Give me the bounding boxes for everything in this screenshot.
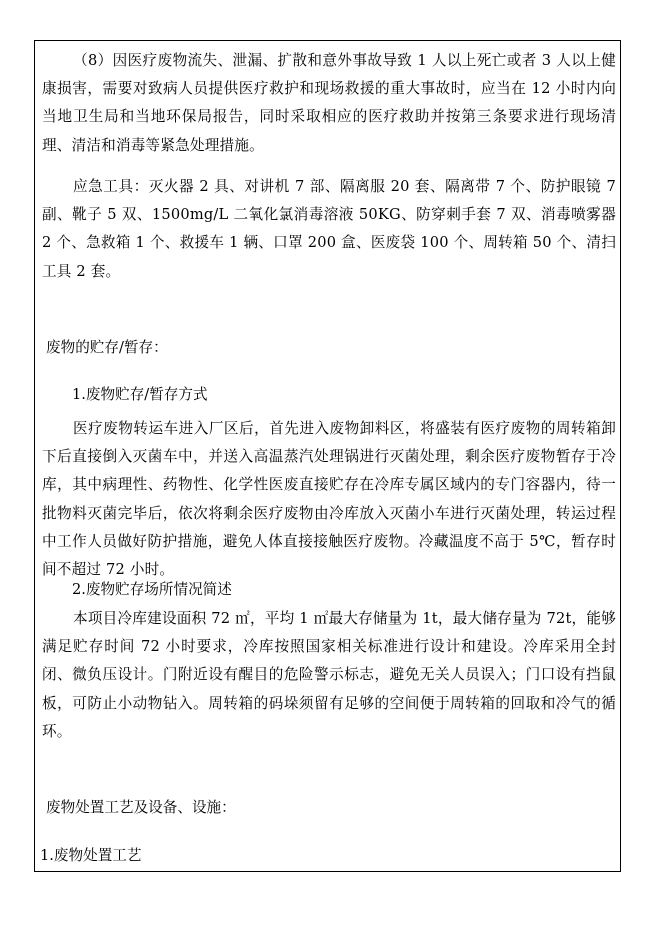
heading-waste-storage: 废物的贮存/暂存：	[46, 339, 168, 356]
paragraph-storage-site: 本项目冷库建设面积 72 ㎡，平均 1 ㎡最大存储量为 1t，最大储存量为 72t，能够满足贮存时间 72 小时要求，冷库按照国家相关标准进行设计和建设。冷库采用全封闭、微负压设计。门附近设有醒目的危险警示标志，避免无关人员误入；门口设有挡鼠板，可防止小动物钻入。周转箱的码垛须留有足够的空间便于周转箱的回取和冷气的循环。	[42, 610, 616, 740]
subheading-storage-site: 2.废物贮存场所情况简述	[72, 581, 232, 598]
paragraph-storage-method: 医疗废物转运车进入厂区后，首先进入废物卸料区，将盛装有医疗废物的周转箱卸下后直接倒入灭菌车中，并送入高温蒸汽处理锅进行灭菌处理，剩余医疗废物暂存于冷库，其中病理性、药物性、化学性医废直接贮存在冷库专属区域内的专门容器内，待一批物料灭菌完毕后，依次将剩余医疗废物由冷库放入灭菌小车进行灭菌处理，转运过程中工作人员做好防护措施，避免人体直接接触医疗废物。冷藏温度不高于 5℃，暂存时间不超过 72 小时。	[42, 420, 616, 579]
paragraph-accident-report: （8）因医疗废物流失、泄漏、扩散和意外事故导致 1 人以上死亡或者 3 人以上健康损害，需要对致病人员提供医疗救护和现场救援的重大事故时，应当在 12 小时内向当地卫生局和当地环保局报告，同时采取相应的医疗救助并按第三条要求进行现场清理、清洁和消毒等紧急处理措施。	[42, 52, 616, 154]
heading-waste-disposal: 废物处置工艺及设备、设施：	[46, 799, 236, 816]
subheading-disposal-process: 1.废物处置工艺	[40, 847, 142, 864]
paragraph-emergency-tools: 应急工具：灭火器 2 具、对讲机 7 部、隔离服 20 套、隔离带 7 个、防护眼镜 7 副、靴子 5 双、1500mg/L 二氧化氯消毒溶液 50KG、防穿刺手套 7 双、消毒喷雾器 2 个、急救箱 1 个、救援车 1 辆、口罩 200 盒、医废袋 100 个、周转箱 50 个、清扫工具 2 套。	[42, 178, 616, 280]
subheading-storage-method: 1.废物贮存/暂存方式	[72, 386, 208, 403]
